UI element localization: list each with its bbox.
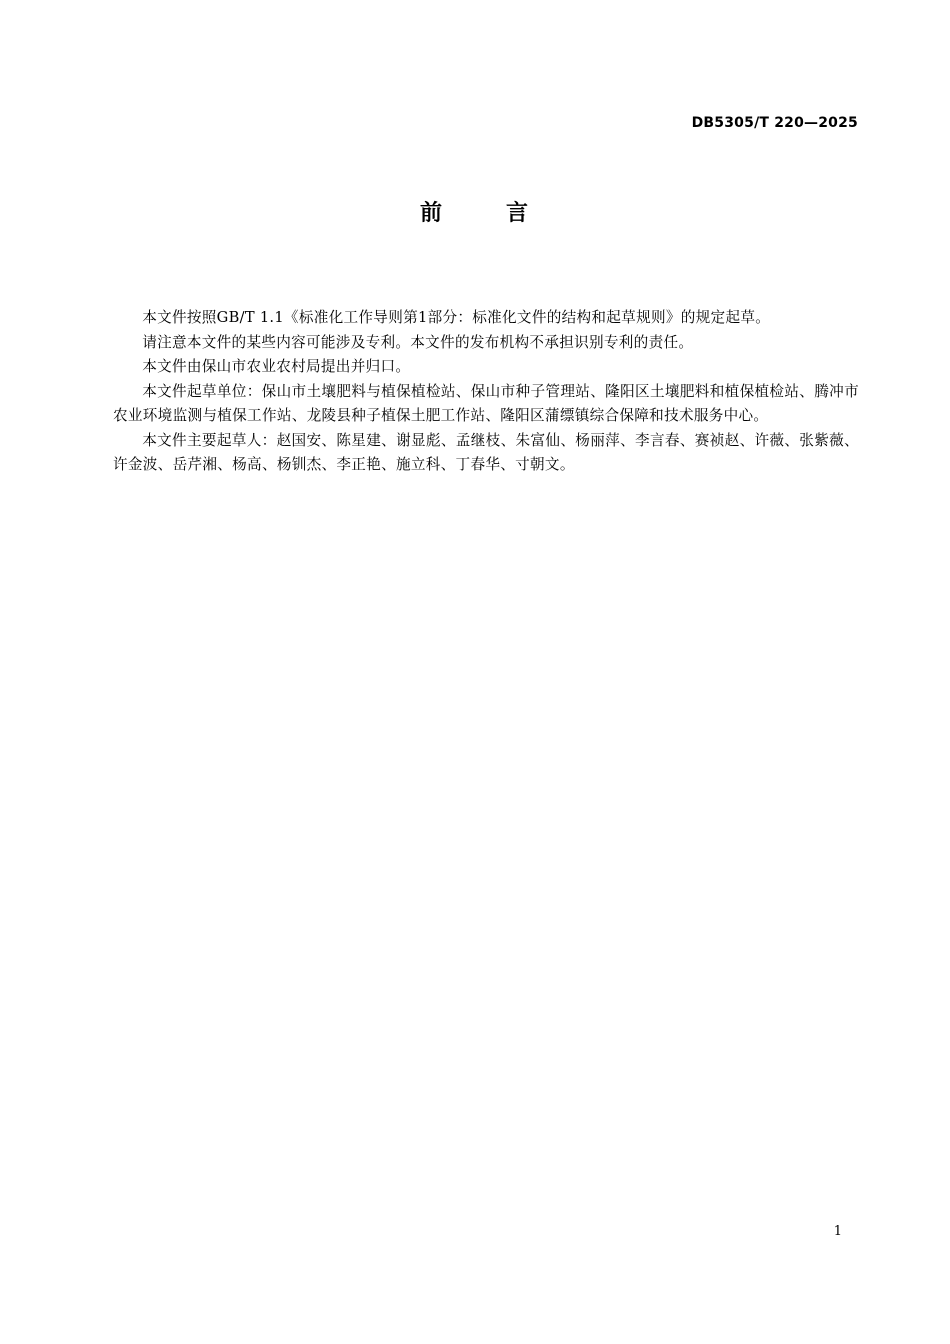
foreword-body: [113, 306, 859, 478]
paragraph-drafting-rules: 本文件按照GB/T 1.1《标准化工作导则第1部分：标准化文件的结构和起草规则》的规定起草。: [142, 309, 771, 326]
title-char-1: 前: [419, 201, 444, 226]
title-char-2: 言: [506, 201, 531, 226]
paragraph-patent-notice: 请注意本文件的某些内容可能涉及专利。本文件的发布机构不承担识别专利的责任。: [142, 333, 694, 351]
page-title: [0, 196, 950, 227]
document-code: DB5305/T 220—2025: [691, 115, 858, 131]
paragraph-drafters: 本文件主要起草人：赵国安、陈星建、谢显彪、孟继枝、朱富仙、杨丽萍、李言春、赛祯赵、许薇、张紫薇、许金波、岳芹湘、杨高、杨钏杰、李正艳、施立科、丁春华、寸朝文。: [113, 431, 859, 473]
paragraph-proposer: 本文件由保山市农业农村局提出并归口。: [142, 358, 411, 375]
page-number: 1: [833, 1224, 842, 1239]
paragraph-drafting-units: 本文件起草单位：保山市土壤肥料与植保植检站、保山市种子管理站、隆阳区土壤肥料和植保植检站、腾冲市农业环境监测与植保工作站、龙陵县种子植保土肥工作站、隆阳区蒲缥镇综合保障和技术服务中心。: [113, 382, 859, 424]
